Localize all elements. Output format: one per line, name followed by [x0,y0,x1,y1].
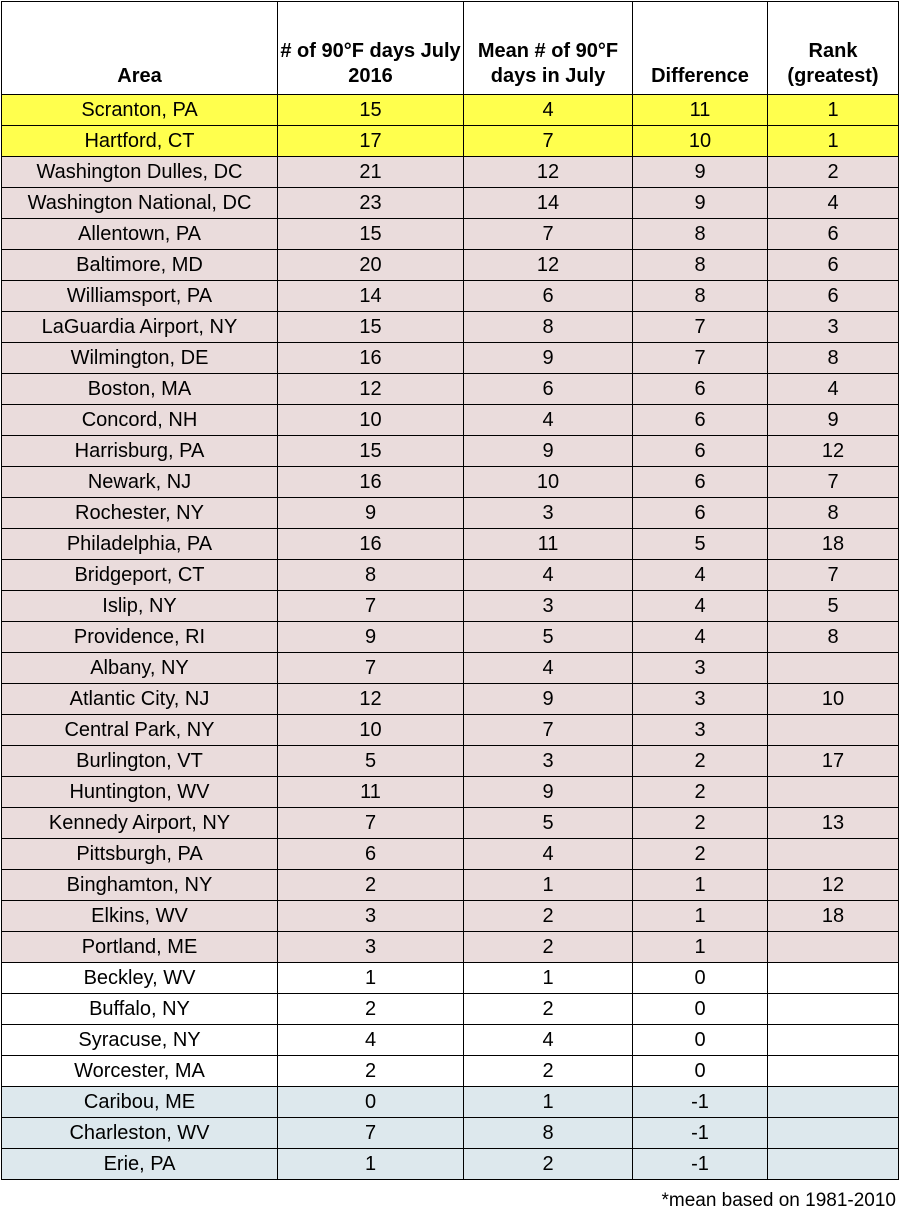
days-2016-cell: 7 [278,591,464,622]
mean-days-cell: 9 [464,777,633,808]
rank-cell [768,994,899,1025]
area-cell: Allentown, PA [2,219,278,250]
rank-cell: 12 [768,870,899,901]
difference-cell: 8 [633,219,768,250]
difference-cell: 8 [633,250,768,281]
header-mean-days: Mean # of 90°F days in July [464,2,633,95]
mean-days-cell: 10 [464,467,633,498]
area-cell: Providence, RI [2,622,278,653]
days-2016-cell: 15 [278,312,464,343]
rank-cell [768,1056,899,1087]
table-row [2,932,899,963]
difference-cell: 5 [633,529,768,560]
difference-cell: 6 [633,436,768,467]
area-cell: Concord, NH [2,405,278,436]
rank-cell: 6 [768,281,899,312]
table-row [2,963,899,994]
mean-days-cell: 12 [464,157,633,188]
days-2016-cell: 15 [278,436,464,467]
table-row [2,374,899,405]
rank-cell: 6 [768,250,899,281]
days-2016-cell: 16 [278,343,464,374]
mean-days-cell: 4 [464,405,633,436]
footnote: *mean based on 1981-2010 [661,1190,896,1211]
mean-days-cell: 2 [464,901,633,932]
mean-days-cell: 4 [464,1025,633,1056]
rank-cell: 8 [768,343,899,374]
days-2016-cell: 1 [278,963,464,994]
days-2016-cell: 11 [278,777,464,808]
difference-cell: 4 [633,560,768,591]
area-cell: Beckley, WV [2,963,278,994]
days-2016-cell: 15 [278,95,464,126]
mean-days-cell: 9 [464,343,633,374]
days-2016-cell: 5 [278,746,464,777]
rank-cell: 6 [768,219,899,250]
rank-cell: 18 [768,901,899,932]
area-cell: Atlantic City, NJ [2,684,278,715]
rank-cell: 4 [768,188,899,219]
days-2016-cell: 2 [278,870,464,901]
days-2016-cell: 9 [278,622,464,653]
header-area: Area [2,2,278,95]
heat-days-table [1,1,899,1180]
table-row [2,343,899,374]
rank-cell: 3 [768,312,899,343]
area-cell: LaGuardia Airport, NY [2,312,278,343]
table-row [2,188,899,219]
area-cell: Buffalo, NY [2,994,278,1025]
difference-cell: 9 [633,157,768,188]
table-row [2,95,899,126]
area-cell: Washington National, DC [2,188,278,219]
difference-cell: 2 [633,839,768,870]
table-row [2,498,899,529]
mean-days-cell: 1 [464,1087,633,1118]
table-row [2,901,899,932]
rank-cell: 8 [768,622,899,653]
difference-cell: 3 [633,684,768,715]
difference-cell: 4 [633,591,768,622]
days-2016-cell: 8 [278,560,464,591]
area-cell: Syracuse, NY [2,1025,278,1056]
table-row [2,746,899,777]
rank-cell: 17 [768,746,899,777]
mean-days-cell: 4 [464,653,633,684]
table-row [2,808,899,839]
area-cell: Scranton, PA [2,95,278,126]
difference-cell: 1 [633,932,768,963]
table-row [2,1118,899,1149]
area-cell: Pittsburgh, PA [2,839,278,870]
area-cell: Portland, ME [2,932,278,963]
rank-cell [768,963,899,994]
difference-cell: 1 [633,901,768,932]
table-row [2,219,899,250]
table-row [2,312,899,343]
table-row [2,684,899,715]
difference-cell: -1 [633,1118,768,1149]
difference-cell: -1 [633,1087,768,1118]
area-cell: Elkins, WV [2,901,278,932]
mean-days-cell: 1 [464,963,633,994]
table-row [2,436,899,467]
table-row [2,870,899,901]
days-2016-cell: 16 [278,467,464,498]
difference-cell: 0 [633,1025,768,1056]
rank-cell: 10 [768,684,899,715]
area-cell: Islip, NY [2,591,278,622]
difference-cell: 2 [633,777,768,808]
mean-days-cell: 2 [464,1149,633,1180]
mean-days-cell: 3 [464,591,633,622]
difference-cell: 0 [633,963,768,994]
table-row [2,126,899,157]
difference-cell: 9 [633,188,768,219]
mean-days-cell: 1 [464,870,633,901]
rank-cell [768,1087,899,1118]
rank-cell: 18 [768,529,899,560]
area-cell: Kennedy Airport, NY [2,808,278,839]
area-cell: Binghamton, NY [2,870,278,901]
rank-cell: 2 [768,157,899,188]
days-2016-cell: 23 [278,188,464,219]
mean-days-cell: 8 [464,312,633,343]
table-row [2,250,899,281]
days-2016-cell: 1 [278,1149,464,1180]
mean-days-cell: 2 [464,1056,633,1087]
rank-cell [768,932,899,963]
header-days-2016: # of 90°F days July 2016 [278,2,464,95]
mean-days-cell: 3 [464,498,633,529]
mean-days-cell: 8 [464,1118,633,1149]
days-2016-cell: 9 [278,498,464,529]
table-row [2,1087,899,1118]
area-cell: Huntington, WV [2,777,278,808]
table-row [2,405,899,436]
table-row [2,715,899,746]
mean-days-cell: 4 [464,95,633,126]
mean-days-cell: 2 [464,932,633,963]
days-2016-cell: 17 [278,126,464,157]
days-2016-cell: 16 [278,529,464,560]
mean-days-cell: 12 [464,250,633,281]
days-2016-cell: 7 [278,808,464,839]
difference-cell: 0 [633,1056,768,1087]
mean-days-cell: 6 [464,281,633,312]
mean-days-cell: 9 [464,436,633,467]
mean-days-cell: 7 [464,219,633,250]
rank-cell [768,715,899,746]
table-row [2,622,899,653]
difference-cell: -1 [633,1149,768,1180]
area-cell: Wilmington, DE [2,343,278,374]
rank-cell: 9 [768,405,899,436]
rank-cell [768,839,899,870]
days-2016-cell: 10 [278,405,464,436]
difference-cell: 2 [633,808,768,839]
table-row [2,1056,899,1087]
difference-cell: 11 [633,95,768,126]
days-2016-cell: 2 [278,1056,464,1087]
days-2016-cell: 7 [278,653,464,684]
mean-days-cell: 5 [464,808,633,839]
difference-cell: 6 [633,405,768,436]
header-difference: Difference [633,2,768,95]
rank-cell [768,1118,899,1149]
area-cell: Bridgeport, CT [2,560,278,591]
difference-cell: 10 [633,126,768,157]
rank-cell: 1 [768,126,899,157]
table-header-row [2,2,899,95]
mean-days-cell: 14 [464,188,633,219]
rank-cell: 4 [768,374,899,405]
days-2016-cell: 12 [278,374,464,405]
area-cell: Charleston, WV [2,1118,278,1149]
difference-cell: 6 [633,374,768,405]
area-cell: Harrisburg, PA [2,436,278,467]
area-cell: Worcester, MA [2,1056,278,1087]
table-row [2,994,899,1025]
table-row [2,529,899,560]
difference-cell: 4 [633,622,768,653]
days-2016-cell: 14 [278,281,464,312]
rank-cell: 8 [768,498,899,529]
table-row [2,281,899,312]
area-cell: Burlington, VT [2,746,278,777]
table-body [2,95,899,1180]
rank-cell: 7 [768,560,899,591]
area-cell: Williamsport, PA [2,281,278,312]
area-cell: Albany, NY [2,653,278,684]
table-row [2,777,899,808]
days-2016-cell: 12 [278,684,464,715]
area-cell: Rochester, NY [2,498,278,529]
difference-cell: 6 [633,467,768,498]
rank-cell: 13 [768,808,899,839]
header-rank: Rank (greatest) [768,2,899,95]
rank-cell [768,777,899,808]
mean-days-cell: 3 [464,746,633,777]
area-cell: Caribou, ME [2,1087,278,1118]
difference-cell: 3 [633,715,768,746]
days-2016-cell: 3 [278,901,464,932]
table-row [2,467,899,498]
table-row [2,1025,899,1056]
mean-days-cell: 11 [464,529,633,560]
mean-days-cell: 2 [464,994,633,1025]
difference-cell: 8 [633,281,768,312]
difference-cell: 2 [633,746,768,777]
days-2016-cell: 7 [278,1118,464,1149]
rank-cell [768,1025,899,1056]
days-2016-cell: 6 [278,839,464,870]
area-cell: Boston, MA [2,374,278,405]
area-cell: Philadelphia, PA [2,529,278,560]
difference-cell: 7 [633,343,768,374]
area-cell: Washington Dulles, DC [2,157,278,188]
difference-cell: 7 [633,312,768,343]
area-cell: Baltimore, MD [2,250,278,281]
rank-cell: 12 [768,436,899,467]
table-row [2,653,899,684]
difference-cell: 1 [633,870,768,901]
days-2016-cell: 2 [278,994,464,1025]
area-cell: Newark, NJ [2,467,278,498]
table-row [2,157,899,188]
difference-cell: 0 [633,994,768,1025]
mean-days-cell: 4 [464,560,633,591]
rank-cell [768,1149,899,1180]
mean-days-cell: 5 [464,622,633,653]
mean-days-cell: 4 [464,839,633,870]
mean-days-cell: 9 [464,684,633,715]
table-row [2,839,899,870]
difference-cell: 3 [633,653,768,684]
mean-days-cell: 6 [464,374,633,405]
difference-cell: 6 [633,498,768,529]
days-2016-cell: 21 [278,157,464,188]
mean-days-cell: 7 [464,715,633,746]
rank-cell: 5 [768,591,899,622]
days-2016-cell: 15 [278,219,464,250]
table-row [2,1149,899,1180]
rank-cell: 7 [768,467,899,498]
area-cell: Erie, PA [2,1149,278,1180]
days-2016-cell: 10 [278,715,464,746]
days-2016-cell: 20 [278,250,464,281]
area-cell: Hartford, CT [2,126,278,157]
table-row [2,560,899,591]
table-row [2,591,899,622]
area-cell: Central Park, NY [2,715,278,746]
rank-cell: 1 [768,95,899,126]
mean-days-cell: 7 [464,126,633,157]
days-2016-cell: 4 [278,1025,464,1056]
days-2016-cell: 3 [278,932,464,963]
days-2016-cell: 0 [278,1087,464,1118]
rank-cell [768,653,899,684]
